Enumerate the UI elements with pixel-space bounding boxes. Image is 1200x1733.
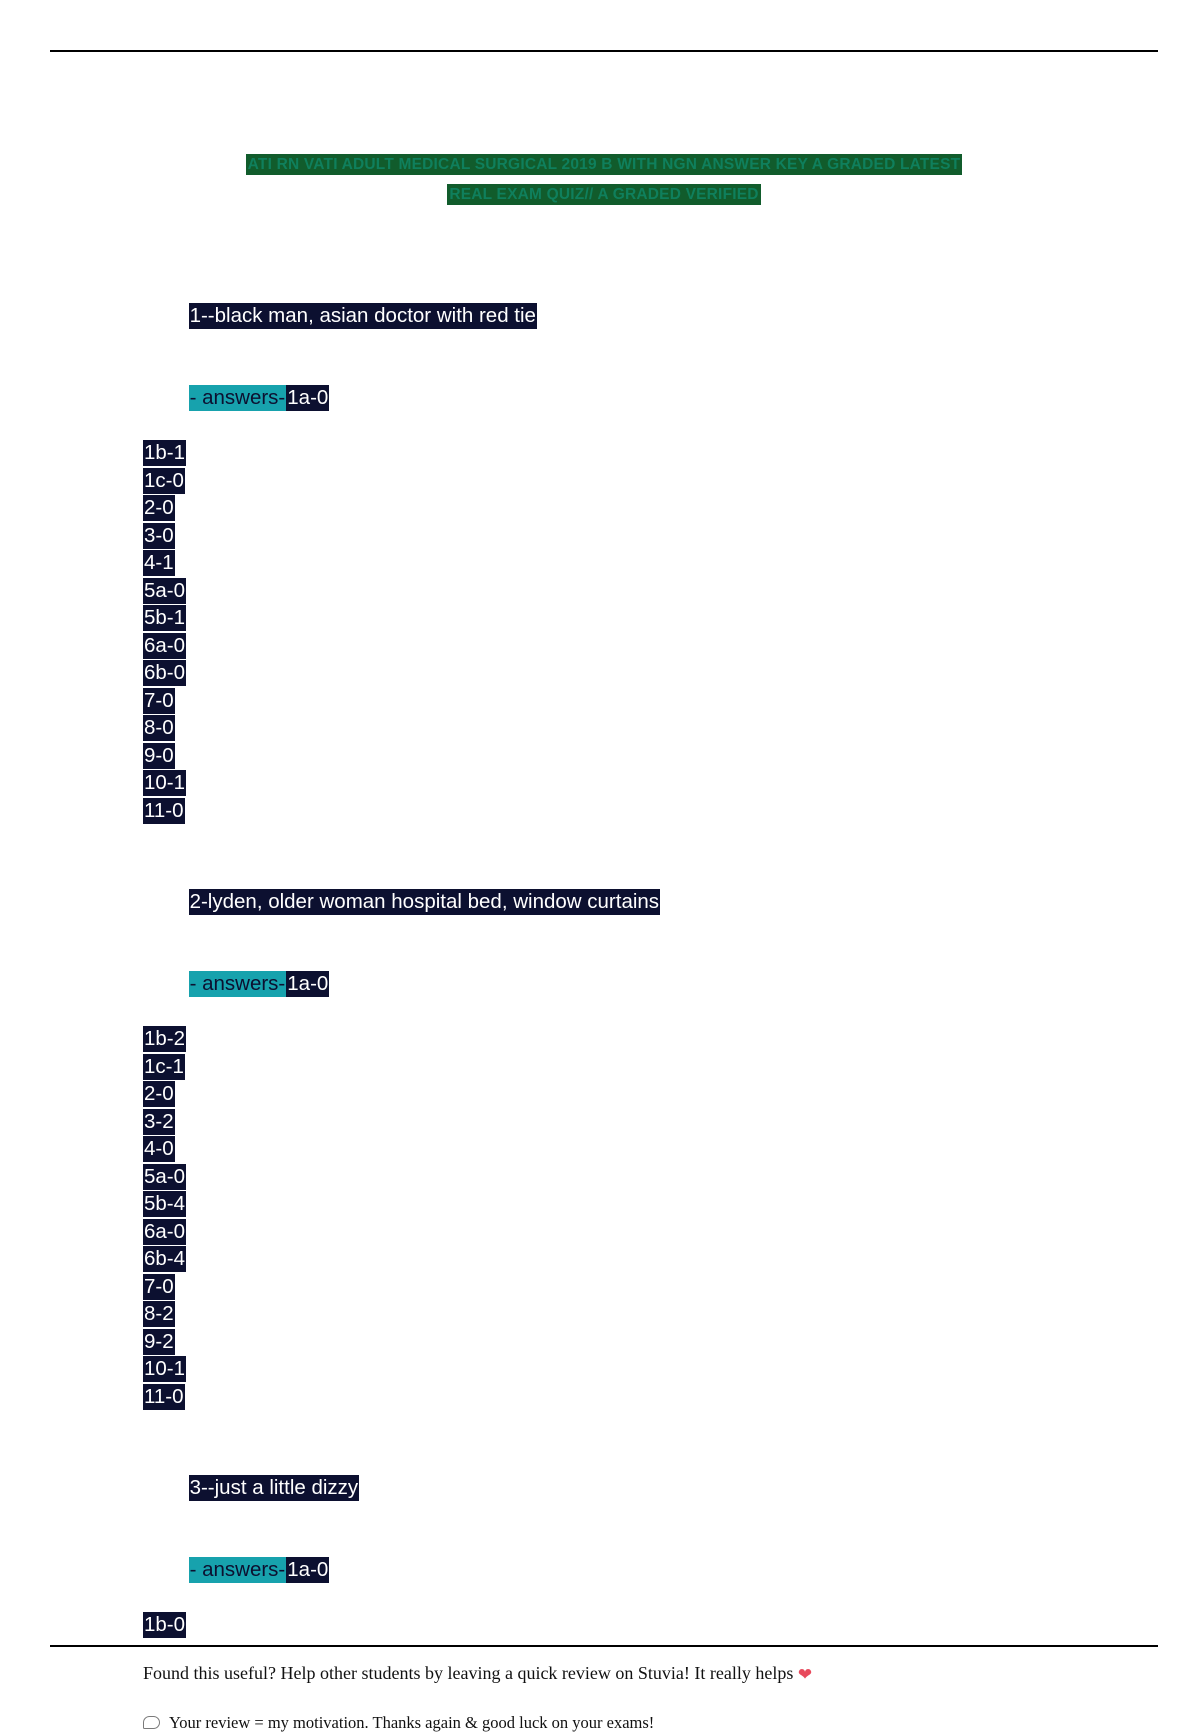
group-2-item-text: 2-0 <box>144 1082 174 1105</box>
group-2-item-text: 11-0 <box>144 1384 184 1408</box>
group-2-answers-line <box>143 943 1083 1026</box>
group-2-answers-label: - answers- <box>189 972 286 995</box>
group-2-item <box>143 1218 1083 1246</box>
heart-icon: ❤ <box>797 1664 813 1684</box>
group-2-item-text: 7-0 <box>144 1274 174 1298</box>
group-2-item-text: 6b-4 <box>144 1247 186 1270</box>
page-bottom-rule <box>50 1645 1158 1647</box>
group-2-item-text: 6a-0 <box>144 1219 186 1243</box>
group-3-header-text: 3--just a little dizzy <box>189 1475 359 1499</box>
group-2-item <box>143 1108 1083 1136</box>
group-1-item <box>143 467 1083 495</box>
group-3-header <box>143 1446 1083 1529</box>
group-3-answers-line <box>143 1529 1083 1612</box>
document-title <box>143 150 1065 210</box>
group-1-item-text: 7-0 <box>144 688 174 712</box>
title-line-1: ATI RN VATI ADULT MEDICAL SURGICAL 2019 B WITH NGN ANSWER KEY A GRADED LATEST <box>247 156 961 173</box>
group-2-item-text: 3-2 <box>144 1109 174 1133</box>
group-3-answers-label: - answers- <box>189 1558 286 1581</box>
spacer <box>143 1410 1083 1446</box>
group-1-item-text: 5a-0 <box>144 578 186 602</box>
group-3-answers-first: 1a-0 <box>287 1558 329 1581</box>
group-1-item-text: 8-0 <box>144 716 174 739</box>
group-1-item <box>143 714 1083 742</box>
group-2-header <box>143 860 1083 943</box>
group-2-item <box>143 1355 1083 1383</box>
group-2-item <box>143 1245 1083 1273</box>
group-1-item <box>143 632 1083 660</box>
group-3-item-text: 1b-0 <box>144 1613 186 1636</box>
group-1-item <box>143 522 1083 550</box>
group-2-item <box>143 1328 1083 1356</box>
group-2-item-text: 1b-2 <box>144 1027 186 1050</box>
group-1-item <box>143 687 1083 715</box>
review-motivation-row <box>143 1713 1083 1733</box>
spacer <box>143 210 1083 274</box>
group-2-item-text: 5a-0 <box>144 1164 186 1188</box>
group-1-answers-first: 1a-0 <box>287 386 329 409</box>
group-1-item-text: 1b-1 <box>144 441 186 464</box>
question-group-2 <box>143 860 1083 1410</box>
review-motivation-text: Your review = my motivation. Thanks again & good luck on your exams! <box>169 1712 655 1732</box>
group-1-item-text: 5b-1 <box>144 606 186 629</box>
group-1-header <box>143 274 1083 357</box>
group-1-answers-line <box>143 357 1083 440</box>
group-1-item-text: 9-0 <box>144 743 174 767</box>
group-1-item <box>143 797 1083 825</box>
group-1-item-text: 6a-0 <box>144 633 186 657</box>
page-top-rule <box>50 50 1158 52</box>
question-group-1 <box>143 274 1083 824</box>
group-1-item <box>143 659 1083 687</box>
group-1-item-text: 11-0 <box>144 798 184 822</box>
group-2-item-text: 10-1 <box>144 1357 186 1380</box>
spacer <box>143 824 1083 860</box>
group-2-answers-first: 1a-0 <box>287 972 329 995</box>
group-1-item <box>143 549 1083 577</box>
group-1-item <box>143 577 1083 605</box>
group-1-item <box>143 604 1083 632</box>
group-2-item <box>143 1053 1083 1081</box>
group-2-item <box>143 1135 1083 1163</box>
group-1-answers-label: - answers- <box>189 386 286 409</box>
group-1-item-text: 3-0 <box>144 523 174 547</box>
group-1-header-text: 1--black man, asian doctor with red tie <box>189 303 536 327</box>
group-2-item <box>143 1080 1083 1108</box>
group-1-item-text: 4-1 <box>144 551 174 574</box>
review-footer-note <box>143 1661 1083 1687</box>
group-2-item <box>143 1273 1083 1301</box>
group-2-item-text: 1c-1 <box>144 1054 184 1078</box>
title-line-2: REAL EXAM QUIZ// A GRADED VERIFIED <box>449 186 759 203</box>
group-2-item <box>143 1300 1083 1328</box>
title-line-2-row <box>143 180 1065 210</box>
group-2-item <box>143 1025 1083 1053</box>
group-2-item <box>143 1383 1083 1411</box>
group-2-item <box>143 1163 1083 1191</box>
group-2-item-text: 4-0 <box>144 1137 174 1160</box>
group-1-item-text: 1c-0 <box>144 468 184 492</box>
group-2-item-text: 9-2 <box>144 1329 174 1353</box>
group-1-item <box>143 439 1083 467</box>
review-footer-text: Found this useful? Help other students by leaving a quick review on Stuvia! It really helps <box>143 1662 794 1683</box>
group-2-item-text: 5b-4 <box>144 1192 186 1215</box>
group-1-item-text: 2-0 <box>144 496 174 519</box>
group-2-header-text: 2-lyden, older woman hospital bed, window curtains <box>189 889 660 913</box>
speech-bubble-icon <box>143 1716 160 1729</box>
question-group-3 <box>143 1446 1083 1639</box>
group-2-item-text: 8-2 <box>144 1302 174 1325</box>
document-body <box>143 150 1083 1733</box>
group-1-item <box>143 494 1083 522</box>
group-1-item-text: 10-1 <box>144 771 186 794</box>
group-1-item <box>143 769 1083 797</box>
group-2-item <box>143 1190 1083 1218</box>
title-line-1-row <box>143 150 1065 180</box>
group-1-item-text: 6b-0 <box>144 661 186 684</box>
group-1-item <box>143 742 1083 770</box>
group-3-item <box>143 1611 1083 1639</box>
